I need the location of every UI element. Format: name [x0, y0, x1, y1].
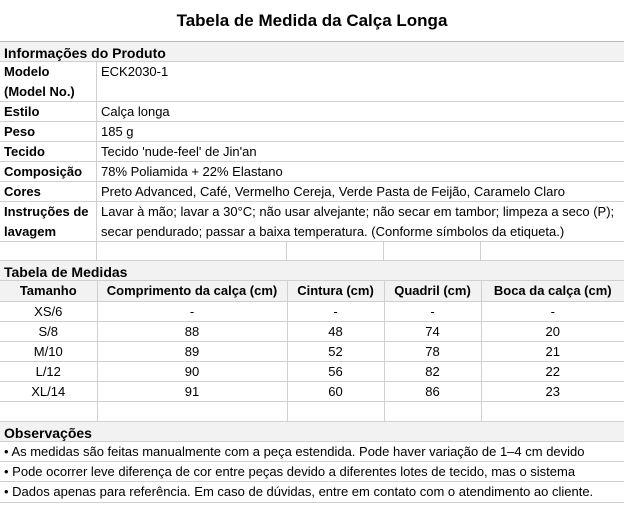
info-label: Modelo (Model No.): [0, 62, 97, 101]
column-header: Cintura (cm): [287, 281, 384, 301]
table-cell: L/12: [0, 361, 97, 381]
table-row: [0, 361, 624, 381]
info-row-style: [0, 102, 624, 122]
table-cell: M/10: [0, 341, 97, 361]
table-cell: 78: [384, 341, 481, 361]
table-cell: XL/14: [0, 381, 97, 401]
table-cell: 48: [287, 321, 384, 341]
page-title: Tabela de Medida da Calça Longa: [0, 0, 624, 42]
info-value: Calça longa: [101, 103, 170, 119]
column-header: Boca da calça (cm): [481, 281, 624, 301]
table-cell: 90: [97, 361, 287, 381]
table-cell: XS/6: [0, 301, 97, 321]
info-row-washing: [0, 202, 624, 242]
info-value: Lavar à mão; lavar a 30°C; não usar alvejante; não secar em tambor; limpeza a seco (P); secar pendurado; passar a baixa temperatura. (Conforme símbolos da etiqueta.): [101, 204, 615, 239]
table-cell: 91: [97, 381, 287, 401]
table-row: [0, 301, 624, 321]
notes-heading: Observações: [0, 422, 624, 442]
note-item: • Pode ocorrer leve diferença de cor entre peças devido a diferentes lotes de tecido, mas o sistema: [0, 462, 624, 482]
info-value: ECK2030-1: [101, 64, 169, 79]
info-row-composition: [0, 162, 624, 182]
table-cell: -: [97, 301, 287, 321]
table-cell: 22: [481, 361, 624, 381]
info-row-weight: [0, 122, 624, 142]
info-label: Tecido: [0, 142, 97, 161]
column-header: Tamanho: [0, 281, 97, 301]
table-cell: -: [481, 301, 624, 321]
table-row: [0, 321, 624, 341]
info-value: Preto Advanced, Café, Vermelho Cereja, Verde Pasta de Feijão, Caramelo Claro: [101, 183, 565, 199]
table-cell: -: [287, 301, 384, 321]
table-row: [0, 381, 624, 401]
product-info-heading: Informações do Produto: [0, 42, 624, 62]
info-row-colors: [0, 182, 624, 202]
info-row-fabric: [0, 142, 624, 162]
column-header: Quadril (cm): [384, 281, 481, 301]
column-header: Comprimento da calça (cm): [97, 281, 287, 301]
table-cell: 86: [384, 381, 481, 401]
note-item: • Dados apenas para referência. Em caso de dúvidas, entre em contato com o atendimento ao cliente.: [0, 482, 624, 503]
info-value: Tecido 'nude-feel' de Jin'an: [101, 143, 257, 159]
empty-row: [0, 401, 624, 421]
table-cell: 20: [481, 321, 624, 341]
note-item: • As medidas são feitas manualmente com a peça estendida. Pode haver variação de 1–4 cm devido: [0, 442, 624, 462]
info-value: 78% Poliamida + 22% Elastano: [101, 163, 283, 179]
table-cell: 60: [287, 381, 384, 401]
info-value: 185 g: [101, 123, 134, 139]
table-row: [0, 341, 624, 361]
size-table-heading: Tabela de Medidas: [0, 261, 624, 281]
table-cell: 89: [97, 341, 287, 361]
table-cell: 23: [481, 381, 624, 401]
info-label: Cores: [0, 182, 97, 201]
info-label: Peso: [0, 122, 97, 141]
info-label: Estilo: [0, 102, 97, 121]
size-table: [0, 281, 624, 422]
table-cell: S/8: [0, 321, 97, 341]
table-cell: 52: [287, 341, 384, 361]
info-row-model: [0, 62, 624, 102]
table-cell: -: [384, 301, 481, 321]
table-cell: 88: [97, 321, 287, 341]
table-cell: 74: [384, 321, 481, 341]
info-label: Instruções de lavagem: [0, 202, 97, 241]
table-cell: 82: [384, 361, 481, 381]
size-table-header-row: [0, 281, 624, 301]
table-cell: 21: [481, 341, 624, 361]
table-cell: 56: [287, 361, 384, 381]
info-label: Composição: [0, 162, 97, 181]
product-info-section: [0, 42, 624, 261]
empty-row: [0, 242, 624, 261]
notes-section: [0, 422, 624, 503]
